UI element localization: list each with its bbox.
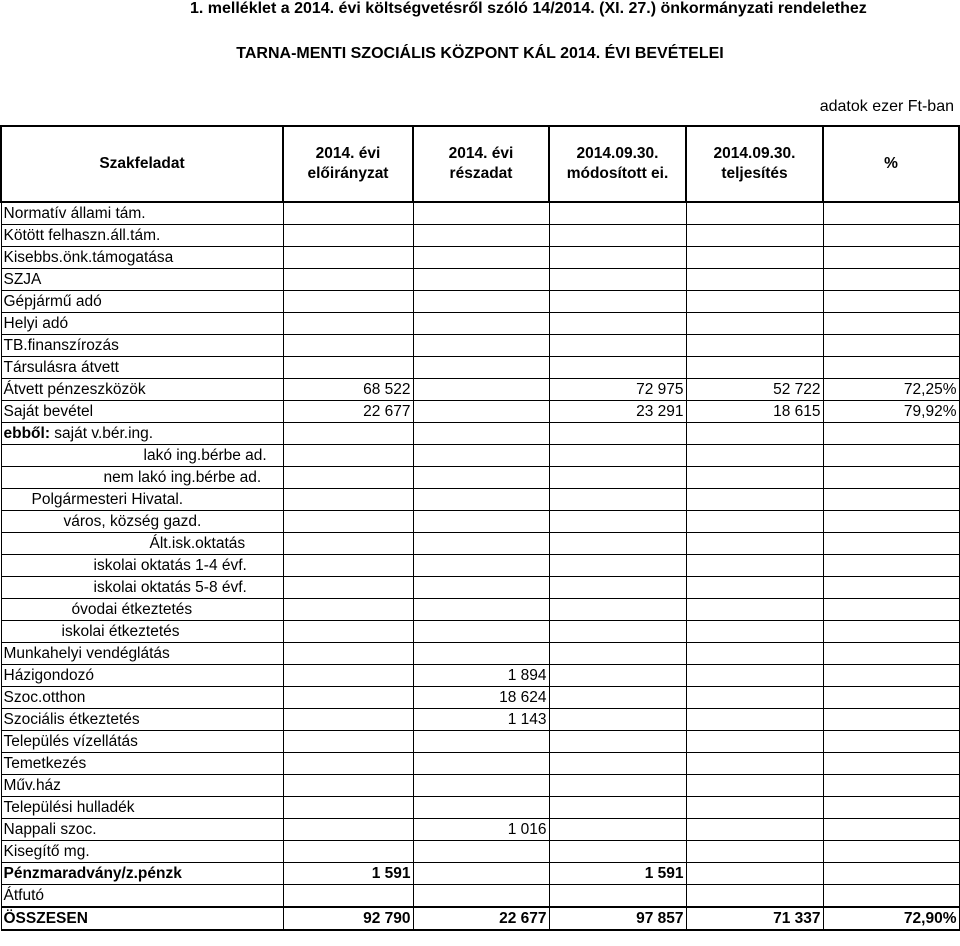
cell-v3 <box>549 202 686 225</box>
cell-v5 <box>823 247 959 269</box>
cell-v4 <box>686 643 823 665</box>
cell-v5 <box>823 445 959 467</box>
cell-v4 <box>686 533 823 555</box>
cell-v2 <box>413 379 549 401</box>
table-row <box>1 357 959 379</box>
row-label <box>1 841 283 863</box>
table-row <box>1 423 959 445</box>
cell-v2 <box>413 885 549 908</box>
cell-v2 <box>413 863 549 885</box>
cell-v4 <box>686 599 823 621</box>
cell-v1 <box>283 841 413 863</box>
cell-v2 <box>413 357 549 379</box>
label-text: Ált.isk.oktatás <box>149 535 246 552</box>
table-row <box>1 335 959 357</box>
cell-v2 <box>413 577 549 599</box>
label-text: SZJA <box>3 271 42 288</box>
cell-v3 <box>549 313 686 335</box>
label-text: iskolai étkeztetés <box>61 623 180 640</box>
cell-v1: 92 790 <box>283 907 413 930</box>
label-text: Saját bevétel <box>3 403 94 420</box>
cell-v2 <box>413 841 549 863</box>
cell-v1 <box>283 643 413 665</box>
cell-v1 <box>283 423 413 445</box>
cell-v3 <box>549 885 686 908</box>
row-label <box>1 401 283 423</box>
row-label <box>1 665 283 687</box>
cell-v5 <box>823 687 959 709</box>
header-szakfeladat: Szakfeladat <box>1 126 283 202</box>
cell-v2 <box>413 731 549 753</box>
cell-v3 <box>549 665 686 687</box>
cell-v4 <box>686 467 823 489</box>
row-label <box>1 291 283 313</box>
cell-v5 <box>823 665 959 687</box>
label-text: Társulásra átvett <box>3 359 119 376</box>
label-text: Nappali szoc. <box>3 821 97 838</box>
cell-v4: 52 722 <box>686 379 823 401</box>
header-reszadat: 2014. évi részadat <box>413 126 549 202</box>
row-label <box>1 269 283 291</box>
label-text: Kötött felhaszn.áll.tám. <box>3 227 161 244</box>
label-text: Kisebbs.önk.támogatása <box>3 249 174 266</box>
cell-v3 <box>549 533 686 555</box>
cell-v3 <box>549 577 686 599</box>
table-row <box>1 533 959 555</box>
cell-v4 <box>686 709 823 731</box>
cell-v5 <box>823 797 959 819</box>
cell-v2 <box>413 291 549 313</box>
label-text: Pénzmaradvány/z.pénzk <box>3 865 182 882</box>
cell-v5 <box>823 291 959 313</box>
label-text: saját v.bér.ing. <box>50 425 154 442</box>
row-label <box>1 907 283 930</box>
cell-v1 <box>283 797 413 819</box>
cell-v1 <box>283 467 413 489</box>
cell-v3 <box>549 291 686 313</box>
row-label <box>1 445 283 467</box>
cell-v2 <box>413 202 549 225</box>
cell-v3: 72 975 <box>549 379 686 401</box>
row-label <box>1 731 283 753</box>
table-row <box>1 665 959 687</box>
table-row <box>1 313 959 335</box>
cell-v3 <box>549 841 686 863</box>
cell-v2: 1 143 <box>413 709 549 731</box>
cell-v5 <box>823 489 959 511</box>
cell-v5 <box>823 885 959 908</box>
cell-v2 <box>413 313 549 335</box>
label-text: Házigondozó <box>3 667 94 684</box>
cell-v2 <box>413 445 549 467</box>
cell-v2 <box>413 489 549 511</box>
header-teljesites: 2014.09.30. teljesítés <box>686 126 823 202</box>
row-label <box>1 599 283 621</box>
cell-v1 <box>283 577 413 599</box>
cell-v2 <box>413 797 549 819</box>
cell-v3 <box>549 687 686 709</box>
label-text: Gépjármű adó <box>3 293 102 310</box>
cell-v5 <box>823 643 959 665</box>
table-row <box>1 797 959 819</box>
row-label <box>1 423 283 445</box>
table-row <box>1 775 959 797</box>
cell-v4 <box>686 819 823 841</box>
label-text: ÖSSZESEN <box>3 910 88 927</box>
cell-v5 <box>823 863 959 885</box>
table-row <box>1 819 959 841</box>
cell-v3 <box>549 445 686 467</box>
row-label <box>1 863 283 885</box>
table-row <box>1 863 959 885</box>
cell-v4 <box>686 665 823 687</box>
row-label <box>1 247 283 269</box>
cell-v1 <box>283 511 413 533</box>
revenue-table <box>0 125 960 931</box>
row-label <box>1 709 283 731</box>
cell-v2: 22 677 <box>413 907 549 930</box>
cell-v2 <box>413 269 549 291</box>
cell-v4 <box>686 687 823 709</box>
cell-v1 <box>283 731 413 753</box>
cell-v2 <box>413 423 549 445</box>
cell-v5 <box>823 621 959 643</box>
label-text: nem lakó ing.bérbe ad. <box>103 469 262 486</box>
cell-v1 <box>283 247 413 269</box>
row-label <box>1 687 283 709</box>
label-text: Kisegítő mg. <box>3 843 90 860</box>
cell-v3 <box>549 335 686 357</box>
cell-v4 <box>686 423 823 445</box>
label-text: Helyi adó <box>3 315 69 332</box>
cell-v5 <box>823 819 959 841</box>
cell-v1 <box>283 445 413 467</box>
cell-v3 <box>549 225 686 247</box>
row-label <box>1 753 283 775</box>
table-row <box>1 731 959 753</box>
table-row <box>1 599 959 621</box>
cell-v2 <box>413 401 549 423</box>
label-text: város, község gazd. <box>63 513 202 530</box>
table-row <box>1 841 959 863</box>
table-row <box>1 753 959 775</box>
header-percent: % <box>823 126 959 202</box>
row-label <box>1 797 283 819</box>
label-text: iskolai oktatás 5-8 évf. <box>93 579 247 596</box>
cell-v1 <box>283 533 413 555</box>
label-text: óvodai étkeztetés <box>71 601 193 618</box>
row-label <box>1 885 283 908</box>
label-text: Műv.ház <box>3 777 61 794</box>
cell-v5 <box>823 775 959 797</box>
cell-v5 <box>823 313 959 335</box>
cell-v2 <box>413 775 549 797</box>
cell-v2 <box>413 225 549 247</box>
label-prefix: ebből: <box>3 425 50 442</box>
table-row <box>1 247 959 269</box>
cell-v2 <box>413 511 549 533</box>
cell-v2 <box>413 533 549 555</box>
row-label <box>1 511 283 533</box>
table-row <box>1 225 959 247</box>
cell-v1 <box>283 225 413 247</box>
table-row <box>1 555 959 577</box>
table-row <box>1 202 959 225</box>
cell-v5 <box>823 577 959 599</box>
cell-v3: 1 591 <box>549 863 686 885</box>
cell-v4 <box>686 797 823 819</box>
cell-v1 <box>283 313 413 335</box>
label-text: Polgármesteri Hivatal. <box>31 491 184 508</box>
table-row <box>1 885 959 908</box>
table-row <box>1 511 959 533</box>
table-row <box>1 269 959 291</box>
cell-v2 <box>413 599 549 621</box>
cell-v2 <box>413 335 549 357</box>
cell-v2: 18 624 <box>413 687 549 709</box>
page-title: TARNA-MENTI SZOCIÁLIS KÖZPONT KÁL 2014. ÉVI BEVÉTELEI <box>236 45 724 62</box>
cell-v4 <box>686 225 823 247</box>
cell-v5 <box>823 555 959 577</box>
table-row <box>1 709 959 731</box>
cell-v3 <box>549 247 686 269</box>
cell-v5: 79,92% <box>823 401 959 423</box>
row-label <box>1 225 283 247</box>
cell-v1 <box>283 621 413 643</box>
cell-v5 <box>823 335 959 357</box>
cell-v5 <box>823 467 959 489</box>
table-row <box>1 467 959 489</box>
cell-v1 <box>283 665 413 687</box>
header-eloiranyzat: 2014. évi előirányzat <box>283 126 413 202</box>
cell-v1: 1 591 <box>283 863 413 885</box>
cell-v2 <box>413 247 549 269</box>
cell-v3 <box>549 489 686 511</box>
label-text: Temetkezés <box>3 755 87 772</box>
cell-v4 <box>686 445 823 467</box>
cell-v3 <box>549 643 686 665</box>
cell-v4 <box>686 489 823 511</box>
label-text: Szociális étkeztetés <box>3 711 140 728</box>
cell-v1 <box>283 885 413 908</box>
cell-v4 <box>686 775 823 797</box>
label-text: TB.finanszírozás <box>3 337 119 354</box>
label-text: Normatív állami tám. <box>3 205 146 222</box>
table-row <box>1 621 959 643</box>
cell-v1 <box>283 753 413 775</box>
cell-v4 <box>686 577 823 599</box>
cell-v5 <box>823 511 959 533</box>
cell-v1 <box>283 775 413 797</box>
cell-v3: 23 291 <box>549 401 686 423</box>
label-text: Települési hulladék <box>3 799 135 816</box>
row-label <box>1 577 283 599</box>
row-label <box>1 313 283 335</box>
table-row <box>1 687 959 709</box>
cell-v4 <box>686 357 823 379</box>
row-label <box>1 775 283 797</box>
cell-v3 <box>549 599 686 621</box>
cell-v4 <box>686 885 823 908</box>
cell-v4 <box>686 202 823 225</box>
table-row <box>1 489 959 511</box>
table-row <box>1 907 959 930</box>
cell-v5 <box>823 202 959 225</box>
cell-v4 <box>686 247 823 269</box>
cell-v1: 22 677 <box>283 401 413 423</box>
cell-v4 <box>686 731 823 753</box>
cell-v3 <box>549 819 686 841</box>
cell-v2 <box>413 467 549 489</box>
cell-v3 <box>549 797 686 819</box>
row-label <box>1 379 283 401</box>
cell-v1 <box>283 291 413 313</box>
row-label <box>1 467 283 489</box>
cell-v4 <box>686 753 823 775</box>
label-text: Település vízellátás <box>3 733 138 750</box>
cell-v5 <box>823 423 959 445</box>
label-text: Szoc.otthon <box>3 689 86 706</box>
cell-v4 <box>686 291 823 313</box>
cell-v4 <box>686 621 823 643</box>
cell-v1 <box>283 489 413 511</box>
cell-v5 <box>823 709 959 731</box>
table-header-row <box>1 126 959 202</box>
cell-v1 <box>283 269 413 291</box>
cell-v1 <box>283 555 413 577</box>
table-row <box>1 291 959 313</box>
cell-v4 <box>686 335 823 357</box>
cell-v2 <box>413 753 549 775</box>
cell-v3 <box>549 269 686 291</box>
cell-v3 <box>549 357 686 379</box>
cell-v3 <box>549 731 686 753</box>
cell-v5 <box>823 841 959 863</box>
header-modositott: 2014.09.30. módosított ei. <box>549 126 686 202</box>
cell-v3 <box>549 467 686 489</box>
cell-v4 <box>686 313 823 335</box>
cell-v2: 1 894 <box>413 665 549 687</box>
row-label <box>1 335 283 357</box>
cell-v4 <box>686 863 823 885</box>
cell-v5 <box>823 533 959 555</box>
row-label <box>1 202 283 225</box>
cell-v2 <box>413 555 549 577</box>
row-label <box>1 533 283 555</box>
cell-v5 <box>823 357 959 379</box>
row-label <box>1 555 283 577</box>
cell-v2 <box>413 621 549 643</box>
row-label <box>1 621 283 643</box>
cell-v5: 72,25% <box>823 379 959 401</box>
row-label <box>1 643 283 665</box>
row-label <box>1 819 283 841</box>
table-row <box>1 401 959 423</box>
table-row <box>1 577 959 599</box>
cell-v5 <box>823 269 959 291</box>
cell-v3 <box>549 775 686 797</box>
row-label <box>1 489 283 511</box>
label-text: Munkahelyi vendéglátás <box>3 645 170 662</box>
cell-v4 <box>686 511 823 533</box>
cell-v1 <box>283 357 413 379</box>
cell-v4: 18 615 <box>686 401 823 423</box>
unit-note: adatok ezer Ft-ban <box>819 98 954 115</box>
cell-v4 <box>686 555 823 577</box>
cell-v5: 72,90% <box>823 907 959 930</box>
cell-v5 <box>823 599 959 621</box>
cell-v1 <box>283 202 413 225</box>
table-row <box>1 643 959 665</box>
cell-v3 <box>549 709 686 731</box>
cell-v2: 1 016 <box>413 819 549 841</box>
label-text: lakó ing.bérbe ad. <box>143 447 267 464</box>
cell-v3 <box>549 753 686 775</box>
table-row <box>1 379 959 401</box>
cell-v3 <box>549 621 686 643</box>
cell-v2 <box>413 643 549 665</box>
cell-v5 <box>823 225 959 247</box>
label-text: Átvett pénzeszközök <box>3 381 146 398</box>
cell-v3 <box>549 555 686 577</box>
cell-v5 <box>823 731 959 753</box>
cell-v5 <box>823 753 959 775</box>
cell-v1 <box>283 599 413 621</box>
row-label <box>1 357 283 379</box>
label-text: Átfutó <box>3 887 44 904</box>
cell-v4 <box>686 269 823 291</box>
cell-v3: 97 857 <box>549 907 686 930</box>
table-row <box>1 445 959 467</box>
cell-v1: 68 522 <box>283 379 413 401</box>
cell-v4: 71 337 <box>686 907 823 930</box>
cell-v3 <box>549 511 686 533</box>
cell-v4 <box>686 841 823 863</box>
cell-v1 <box>283 335 413 357</box>
cell-v1 <box>283 709 413 731</box>
label-text: iskolai oktatás 1-4 évf. <box>93 557 247 574</box>
annex-title: 1. melléklet a 2014. évi költségvetésről szóló 14/2014. (XI. 27.) önkormányzati rendelethez <box>190 0 867 17</box>
cell-v3 <box>549 423 686 445</box>
cell-v1 <box>283 687 413 709</box>
cell-v1 <box>283 819 413 841</box>
